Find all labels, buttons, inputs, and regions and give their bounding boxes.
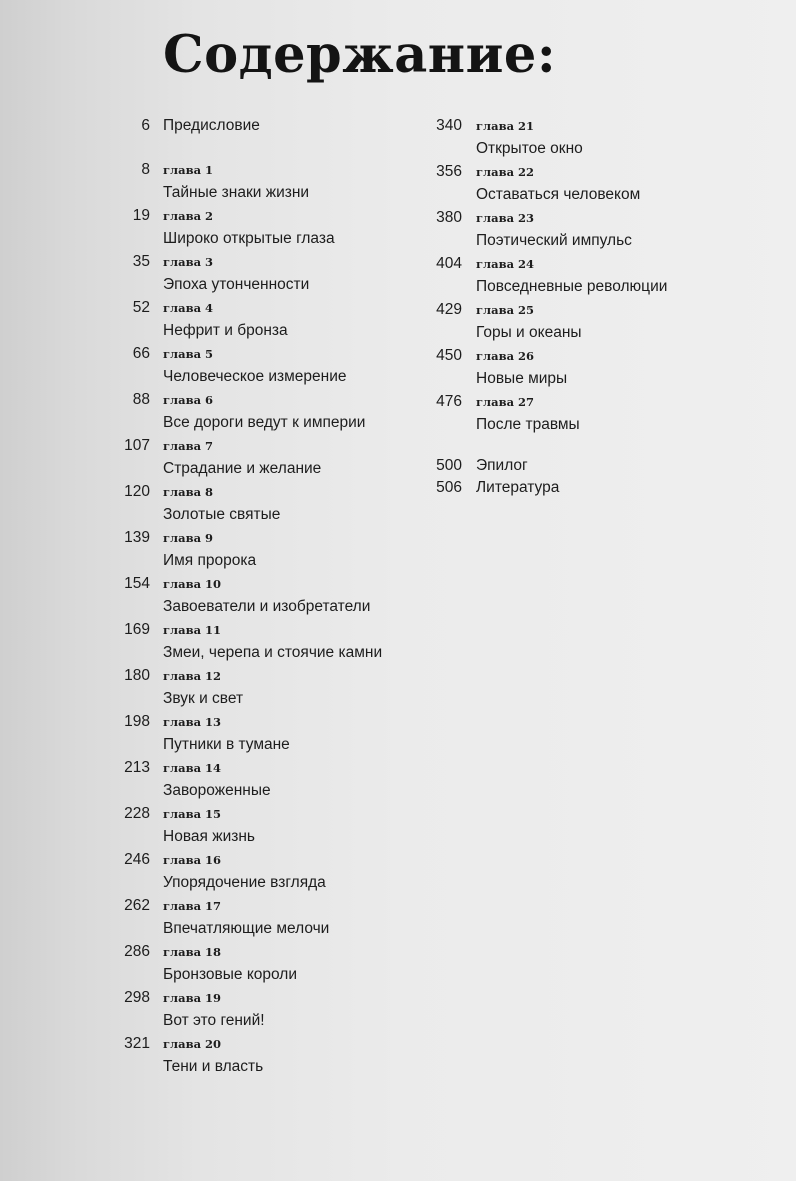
toc-entry[interactable] [0,987,420,1033]
toc-chapter-label: глава 3 [163,255,214,269]
toc-entry[interactable] [312,299,796,345]
toc-page-number: 246 [124,851,150,868]
toc-chapter-label: глава 23 [476,211,535,225]
toc-page-number: 286 [124,943,150,960]
toc-chapter-label: глава 26 [476,349,535,363]
toc-chapter-title: После травмы [476,416,580,433]
toc-page-number: 107 [124,437,150,454]
toc-chapter-title: Все дороги ведут к империи [163,414,366,431]
toc-page-number: 380 [436,209,462,226]
toc-page-number: 88 [132,391,150,408]
toc-chapter-title: Новые миры [476,370,568,387]
toc-chapter-label: глава 9 [163,531,214,545]
toc-entry[interactable] [0,711,420,757]
toc-chapter-label: глава 20 [163,1037,222,1051]
toc-chapter-title: Золотые святые [163,506,281,523]
toc-chapter-label: глава 24 [476,257,535,271]
toc-entry[interactable] [0,803,420,849]
toc-chapter-label: глава 21 [476,119,535,133]
toc-entry[interactable] [0,895,420,941]
toc-chapter-label: глава 5 [163,347,214,361]
toc-chapter-label: глава 1 [163,163,214,177]
toc-page-number: 19 [132,207,150,224]
toc-column-right [312,115,796,499]
toc-entry[interactable] [312,477,796,499]
toc-section-title: Литература [476,479,560,496]
toc-page-number: 35 [132,253,150,270]
toc-chapter-title: Тени и власть [163,1058,264,1075]
toc-chapter-title: Завоеватели и изобретатели [163,598,371,615]
page-title: Содержание: [163,25,557,85]
toc-section-title: Предисловие [163,117,260,134]
toc-chapter-title: Повседневные революции [476,278,668,295]
toc-page-number: 154 [124,575,150,592]
toc-page-number: 139 [124,529,150,546]
toc-chapter-title: Горы и океаны [476,324,582,341]
toc-page-number: 340 [436,117,462,134]
toc-chapter-label: глава 22 [476,165,535,179]
toc-chapter-title: Поэтический импульс [476,232,632,249]
toc-chapter-label: глава 6 [163,393,214,407]
toc-chapter-title: Имя пророка [163,552,257,569]
toc-entry[interactable] [312,345,796,391]
toc-chapter-title: Тайные знаки жизни [163,184,310,201]
toc-chapter-label: глава 19 [163,991,222,1005]
toc-chapter-title: Оставаться человеком [476,186,641,203]
toc-page-number: 6 [141,117,150,134]
toc-chapter-label: глава 12 [163,669,222,683]
toc-page-number: 321 [124,1035,150,1052]
toc-entry[interactable] [312,207,796,253]
toc-entry[interactable] [0,619,420,665]
toc-page-number: 262 [124,897,150,914]
toc-page-number: 52 [132,299,150,316]
toc-chapter-title: Змеи, черепа и стоячие камни [163,644,383,661]
toc-chapter-title: Впечатляющие мелочи [163,920,330,937]
toc-entry[interactable] [0,849,420,895]
toc-page-number: 500 [436,457,462,474]
toc-chapter-label: глава 16 [163,853,222,867]
toc-chapter-title: Упорядочение взгляда [163,874,326,891]
toc-chapter-title: Открытое окно [476,140,583,157]
toc-entry[interactable] [0,757,420,803]
toc-chapter-label: глава 2 [163,209,214,223]
toc-entry[interactable] [312,161,796,207]
toc-page-number: 213 [124,759,150,776]
toc-chapter-label: глава 25 [476,303,535,317]
toc-page-number: 8 [141,161,150,178]
toc-chapter-title: Вот это гений! [163,1012,265,1029]
toc-chapter-label: глава 27 [476,395,535,409]
toc-chapter-label: глава 4 [163,301,214,315]
toc-chapter-label: глава 17 [163,899,222,913]
toc-page-number: 228 [124,805,150,822]
toc-page-number: 404 [436,255,462,272]
toc-page-number: 66 [132,345,150,362]
toc-chapter-title: Бронзовые короли [163,966,298,983]
toc-entry[interactable] [0,1033,420,1079]
toc-chapter-title: Завороженные [163,782,271,799]
toc-page-number: 169 [124,621,150,638]
toc-chapter-title: Эпоха утонченности [163,276,310,293]
toc-chapter-label: глава 13 [163,715,222,729]
toc-entry[interactable] [0,573,420,619]
toc-page-number: 120 [124,483,150,500]
toc-page-number: 506 [436,479,462,496]
toc-chapter-title: Страдание и желание [163,460,322,477]
toc-chapter-label: глава 15 [163,807,222,821]
toc-chapter-title: Нефрит и бронза [163,322,288,339]
toc-chapter-label: глава 18 [163,945,222,959]
toc-section-title: Эпилог [476,457,528,474]
toc-chapter-label: глава 11 [163,623,222,637]
toc-entry[interactable] [0,665,420,711]
toc-chapter-label: глава 7 [163,439,214,453]
toc-entry[interactable] [0,527,420,573]
toc-chapter-title: Новая жизнь [163,828,255,845]
toc-chapter-title: Путники в тумане [163,736,290,753]
toc-chapter-title: Звук и свет [163,690,244,707]
toc-page-number: 198 [124,713,150,730]
toc-entry[interactable] [312,391,796,437]
toc-page-number: 450 [436,347,462,364]
toc-page-number: 298 [124,989,150,1006]
toc-chapter-title: Широко открытые глаза [163,230,335,247]
toc-entry[interactable] [312,253,796,299]
toc-page-number: 476 [436,393,462,410]
toc-entry[interactable] [0,941,420,987]
toc-chapter-label: глава 8 [163,485,214,499]
toc-entry[interactable] [312,455,796,477]
toc-chapter-label: глава 10 [163,577,222,591]
toc-entry[interactable] [312,115,796,161]
toc-page-number: 180 [124,667,150,684]
toc-page-number: 356 [436,163,462,180]
toc-page-number: 429 [436,301,462,318]
toc-chapter-title: Человеческое измерение [163,368,347,385]
toc-chapter-label: глава 14 [163,761,222,775]
